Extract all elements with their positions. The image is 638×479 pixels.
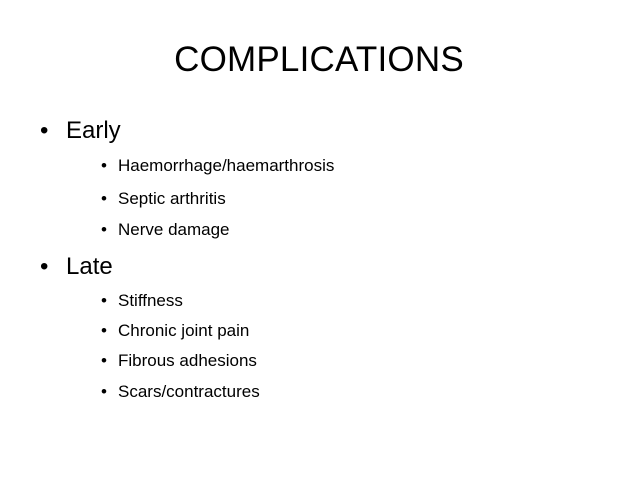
list-item-label: Septic arthritis — [118, 189, 226, 208]
list-item — [101, 155, 334, 177]
section-heading-label: Late — [66, 253, 113, 280]
list-item — [101, 219, 230, 241]
bullet-icon: • — [101, 220, 107, 239]
list-item-label: Chronic joint pain — [118, 321, 250, 340]
list-item-label: Haemorrhage/haemarthrosis — [118, 156, 335, 175]
bullet-icon: • — [101, 351, 107, 370]
bullet-icon: • — [101, 382, 107, 401]
list-item — [101, 188, 226, 210]
list-item — [101, 290, 183, 312]
bullet-icon: • — [101, 321, 107, 340]
list-item-label: Scars/contractures — [118, 382, 260, 401]
list-item-label: Stiffness — [118, 291, 183, 310]
list-item-label: Nerve damage — [118, 220, 230, 239]
bullet-icon: • — [101, 189, 107, 208]
list-item — [101, 381, 260, 403]
section-heading-label: Early — [66, 117, 121, 144]
section-heading-early — [40, 116, 121, 146]
bullet-icon: • — [40, 253, 49, 280]
section-heading-late — [40, 252, 113, 282]
bullet-icon: • — [101, 156, 107, 175]
bullet-icon: • — [101, 291, 107, 310]
slide-title: COMPLICATIONS — [174, 40, 464, 79]
list-item — [101, 320, 249, 342]
list-item-label: Fibrous adhesions — [118, 351, 257, 370]
list-item — [101, 350, 257, 372]
bullet-icon: • — [40, 117, 49, 144]
